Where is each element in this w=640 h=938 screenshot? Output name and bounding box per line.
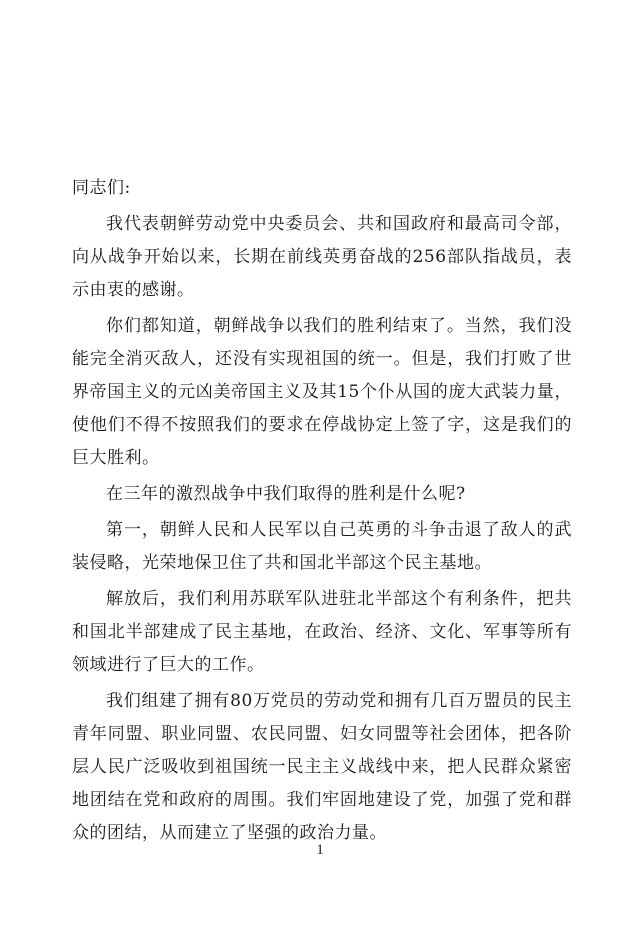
document-body bbox=[72, 172, 572, 850]
paragraph-question: 在三年的激烈战争中我们取得的胜利是什么呢? bbox=[106, 484, 466, 504]
paragraph-organizations: 我们组建了拥有80万党员的劳动党和拥有几百万盟员的民主青年同盟、职业同盟、农民同盟、妇女同盟等社会团体，把各阶层人民广泛吸收到祖国统一民主主义战线中来，把人民群众紧密地团结在党和政府的周围。我们牢固地建设了党，加强了党和群众的团结，从而建立了坚强的政治力量。 bbox=[72, 691, 572, 843]
salutation: 同志们: bbox=[72, 178, 131, 198]
paragraph-victory: 你们都知道，朝鲜战争以我们的胜利结束了。当然，我们没能完全消灭敌人，还没有实现祖国的统一。但是，我们打败了世界帝国主义的元凶美帝国主义及其15个仆从国的庞大武装力量，使他们不得不按照我们的要求在停战协定上签了字，这是我们的巨大胜利。 bbox=[72, 316, 572, 468]
paragraph-first-point: 第一，朝鲜人民和人民军以自己英勇的斗争击退了敌人的武装侵略，光荣地保卫住了共和国北半部这个民主基地。 bbox=[72, 520, 572, 573]
paragraph-liberation: 解放后，我们利用苏联军队进驻北半部这个有利条件，把共和国北半部建成了民主基地，在政治、经济、文化、军事等所有领域进行了巨大的工作。 bbox=[72, 589, 572, 675]
page-number: 1 bbox=[316, 842, 324, 858]
paragraph-gratitude: 我代表朝鲜劳动党中央委员会、共和国政府和最高司令部，向从战争开始以来，长期在前线英勇奋战的256部队指战员，表示由衷的感谢。 bbox=[72, 214, 572, 300]
